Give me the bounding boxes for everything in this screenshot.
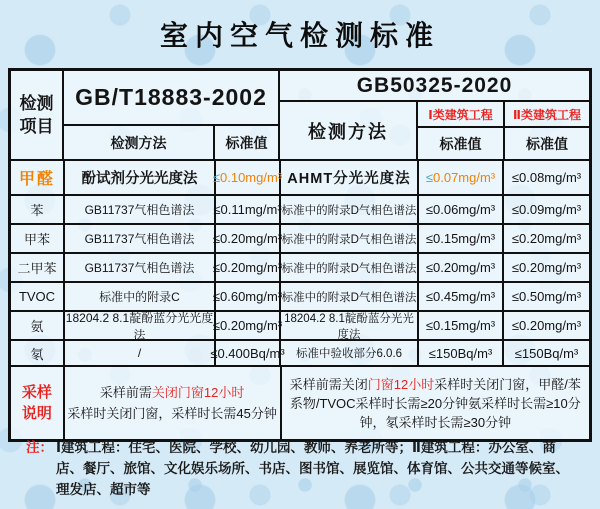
footnote-label: 注： xyxy=(26,440,53,455)
sampling-gbt-line1-prefix: 采样前需 xyxy=(99,385,152,400)
col-header-gb50325-method: 检测方法 xyxy=(280,102,418,159)
class1-column-header xyxy=(418,102,505,159)
table-row-tvoc xyxy=(11,281,589,310)
sampling-gbt-cell xyxy=(65,367,282,439)
row-label: TVOC xyxy=(11,283,65,310)
col-header-gbt-value: 标准值 xyxy=(225,134,268,151)
sampling-gbt-line1-red: 关闭门窗12小时 xyxy=(151,385,245,400)
gbt-value: ≤0.11mg/m³ xyxy=(216,196,281,223)
table-row-formaldehyde xyxy=(11,159,589,194)
gbt-value: ≤0.60mg/m³ xyxy=(216,283,281,310)
sampling-label xyxy=(11,367,65,439)
gbt-value: ≤0.20mg/m³ xyxy=(216,254,281,281)
gbt-value xyxy=(212,161,283,194)
gb50325-method: 标准中的附录D气相色谱法 xyxy=(281,283,419,310)
class1-value: ≤0.15mg/m³ xyxy=(419,225,504,252)
class2-value-label: 标准值 xyxy=(526,135,568,152)
gb50325-group xyxy=(280,71,589,159)
gbt-method: 酚试剂分光光度法 xyxy=(65,161,216,194)
page-title: 室内空气检测标准 xyxy=(159,20,440,51)
class2-label: Ⅱ类建筑工程 xyxy=(505,102,589,128)
row-label: 甲苯 xyxy=(11,225,65,252)
table-header xyxy=(11,71,589,159)
class2-value: ≤0.09mg/m³ xyxy=(511,202,582,217)
col-header-item-line2: 项目 xyxy=(19,117,54,136)
class2-value: ≤150Bq/m³ xyxy=(514,345,579,361)
gbt-method: 18204.2 8.1靛酚蓝分光光度法 xyxy=(65,312,216,339)
sampling-gb-rest: 采样时关闭门窗，甲醛/苯系物/TVOC采样时长需≥20分钟氨采样时长需≥10分钟，氡采样时长需≥30分钟 xyxy=(289,376,581,430)
table-row-xylene xyxy=(11,252,589,281)
value-number: 0.07mg/m³ xyxy=(433,170,496,185)
gbt-method: GB11737气相色谱法 xyxy=(65,254,216,281)
gbt-value: ≤0.20mg/m³ xyxy=(216,312,281,339)
sampling-label-line2: 说明 xyxy=(21,405,52,422)
value-number: 0.10mg/m³ xyxy=(220,170,283,185)
footnote xyxy=(26,437,578,500)
gbt-value: ≤0.400Bq/m³ xyxy=(216,341,281,365)
class1-value-label: 标准值 xyxy=(439,135,482,152)
le-symbol: ≤ xyxy=(425,170,433,185)
sampling-gbt-line2: 采样时关闭门窗，采样时长需45分钟 xyxy=(67,406,277,421)
class2-value: ≤0.50mg/m³ xyxy=(511,289,582,304)
gb50325-method: 标准中的附录D气相色谱法 xyxy=(281,254,419,281)
table-row-ammonia xyxy=(11,310,589,342)
class2-value: ≤0.20mg/m³ xyxy=(511,260,582,275)
class2-value: ≤0.20mg/m³ xyxy=(511,231,582,246)
class1-value xyxy=(419,161,504,194)
table-row-radon xyxy=(11,339,589,365)
gbt-method: / xyxy=(65,341,216,365)
row-label: 氡 xyxy=(11,341,65,365)
class1-value: ≤0.06mg/m³ xyxy=(419,196,504,223)
le-symbol: ≤ xyxy=(212,170,220,185)
footnote-text: Ⅰ建筑工程：住宅、医院、学校、幼儿园、教师、养老所等；Ⅱ建筑工程：办公室、商店、餐厅、旅馆、文化娱乐场所、书店、图书馆、展览馆、体育馆、公共交通等候室、理发店、超市等 xyxy=(56,440,569,497)
class1-value: ≤150Bq/m³ xyxy=(419,341,504,365)
gbt-method: GB11737气相色谱法 xyxy=(65,196,216,223)
class2-column-header xyxy=(505,102,589,159)
sampling-row xyxy=(11,365,589,439)
gb50325-method: 标准中的附录D气相色谱法 xyxy=(281,196,419,223)
row-label: 苯 xyxy=(11,196,65,223)
gb50325-method: 标准中验收部分6.0.6 xyxy=(281,341,419,365)
col-header-gb50325: GB50325-2020 xyxy=(280,71,589,102)
row-label: 二甲苯 xyxy=(11,254,65,281)
gbt18883-group xyxy=(64,71,280,159)
class2-value: ≤0.08mg/m³ xyxy=(511,170,582,185)
col-header-gbt18883: GB/T18883-2002 xyxy=(64,71,278,126)
sampling-label-line1: 采样 xyxy=(21,384,52,401)
gbt-method: GB11737气相色谱法 xyxy=(65,225,216,252)
standards-table xyxy=(8,68,592,442)
class2-value: ≤0.20mg/m³ xyxy=(511,318,582,333)
sampling-gbt-line1 xyxy=(100,382,244,403)
gb50325-method: AHMT分光光度法 xyxy=(281,161,419,194)
class1-value: ≤0.15mg/m³ xyxy=(419,312,504,339)
table-row-benzene xyxy=(11,194,589,223)
gbt-value: ≤0.20mg/m³ xyxy=(216,225,281,252)
sampling-gb50325-cell xyxy=(282,373,589,434)
col-header-gbt-method: 检测方法 xyxy=(64,126,215,159)
table-row-toluene xyxy=(11,223,589,252)
gb50325-method: 18204.2 8.1靛酚蓝分光光度法 xyxy=(281,312,419,339)
class1-label: Ⅰ类建筑工程 xyxy=(418,102,503,128)
sampling-gb-red: 门窗12小时 xyxy=(367,376,435,392)
row-label: 甲醛 xyxy=(11,161,65,194)
row-label: 氨 xyxy=(11,312,65,339)
col-header-item xyxy=(11,71,64,159)
gb50325-method: 标准中的附录D气相色谱法 xyxy=(281,225,419,252)
class1-value: ≤0.45mg/m³ xyxy=(419,283,504,310)
gbt-method: 标准中的附录C xyxy=(65,283,216,310)
class1-value: ≤0.20mg/m³ xyxy=(419,254,504,281)
col-header-item-line1: 检测 xyxy=(19,94,54,113)
sampling-gb-prefix: 采样前需关闭 xyxy=(289,376,368,392)
